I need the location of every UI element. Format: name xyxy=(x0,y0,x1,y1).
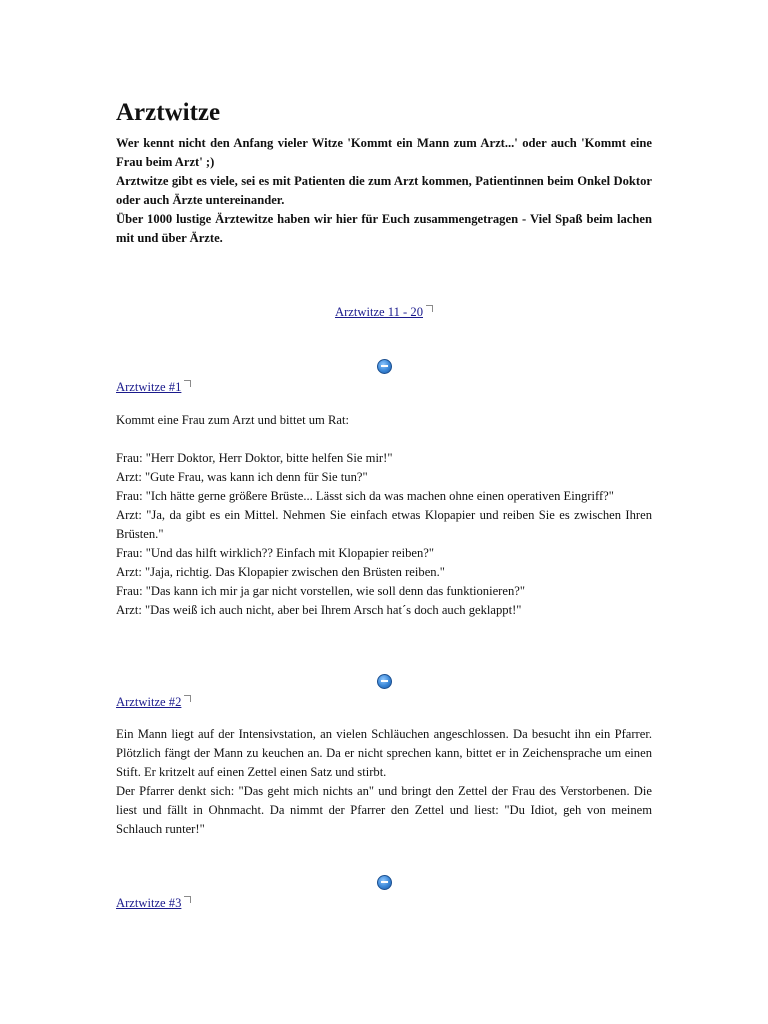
next-page-link[interactable]: Arztwitze 11 - 20 xyxy=(334,305,423,319)
document-page xyxy=(116,98,652,912)
joke-link[interactable]: Arztwitze #3 xyxy=(116,896,182,910)
intro-paragraph: Über 1000 lustige Ärztewitze haben wir hier für Euch zusammengetragen - Viel Spaß beim lachen mit und über Ärzte. xyxy=(116,212,652,245)
separator xyxy=(116,875,652,891)
joke-body xyxy=(116,725,652,839)
arrow-right-icon xyxy=(377,674,392,689)
joke-line: Der Pfarrer denkt sich: "Das geht mich nichts an" und bringt den Zettel der Frau des Verstorbenen. Die liest und fällt in Ohnmacht. Da nimmt der Pfarrer den Zettel und liest: "Du Idiot, geh von meinem Schlauch runter!" xyxy=(116,784,652,836)
joke-line: Arzt: "Das weiß ich auch nicht, aber bei Ihrem Arsch hat´s doch auch geklappt!" xyxy=(116,603,522,617)
joke-heading xyxy=(116,894,652,912)
joke-line: Frau: "Und das hilft wirklich?? Einfach mit Klopapier reiben?" xyxy=(116,546,435,560)
arrow-right-icon xyxy=(377,875,392,890)
joke-line: Arzt: "Gute Frau, was kann ich denn für Sie tun?" xyxy=(116,470,368,484)
joke-heading xyxy=(116,693,652,711)
joke-line: Frau: "Herr Doktor, Herr Doktor, bitte helfen Sie mir!" xyxy=(116,451,393,465)
intro-paragraph: Arztwitze gibt es viele, sei es mit Patienten die zum Arzt kommen, Patientinnen beim Onkel Doktor oder auch Ärzte untereinander. xyxy=(116,174,652,207)
separator xyxy=(116,674,652,690)
separator xyxy=(116,359,652,375)
joke-heading xyxy=(116,378,652,396)
external-link-icon xyxy=(184,695,191,702)
arrow-right-icon xyxy=(377,359,392,374)
joke-line xyxy=(116,430,652,449)
intro-paragraph: Wer kennt nicht den Anfang vieler Witze 'Kommt ein Mann zum Arzt...' oder auch 'Kommt eine Frau beim Arzt' ;) xyxy=(116,136,652,169)
page-title: Arztwitze xyxy=(116,99,221,126)
joke-line: Arzt: "Ja, da gibt es ein Mittel. Nehmen Sie einfach etwas Klopapier und reiben Sie es zwischen Ihren Brüsten." xyxy=(116,508,652,541)
joke-line: Frau: "Ich hätte gerne größere Brüste... Lässt sich da was machen ohne einen operativen Eingriff?" xyxy=(116,489,614,503)
joke-line: Arzt: "Jaja, richtig. Das Klopapier zwischen den Brüsten reiben." xyxy=(116,565,445,579)
joke-line: Ein Mann liegt auf der Intensivstation, an vielen Schläuchen angeschlossen. Da besucht ihn ein Pfarrer. Plötzlich fängt der Mann zu keuchen an. Da er nicht sprechen kann, bittet er in Zeichensprache um einen Stift. Er kritzelt auf einen Zettel einen Satz und stirbt. xyxy=(116,727,652,779)
joke-line: Kommt eine Frau zum Arzt und bittet um Rat: xyxy=(116,413,349,427)
joke-link[interactable]: Arztwitze #2 xyxy=(116,695,182,709)
external-link-icon xyxy=(184,380,191,387)
external-link-icon xyxy=(184,896,191,903)
intro-text xyxy=(116,134,652,248)
joke-link[interactable]: Arztwitze #1 xyxy=(116,380,182,394)
joke-body xyxy=(116,411,652,620)
joke-line: Frau: "Das kann ich mir ja gar nicht vorstellen, wie soll denn das funktionieren?" xyxy=(116,584,525,598)
external-link-icon xyxy=(426,305,433,312)
pagination-link-wrap xyxy=(116,303,652,321)
